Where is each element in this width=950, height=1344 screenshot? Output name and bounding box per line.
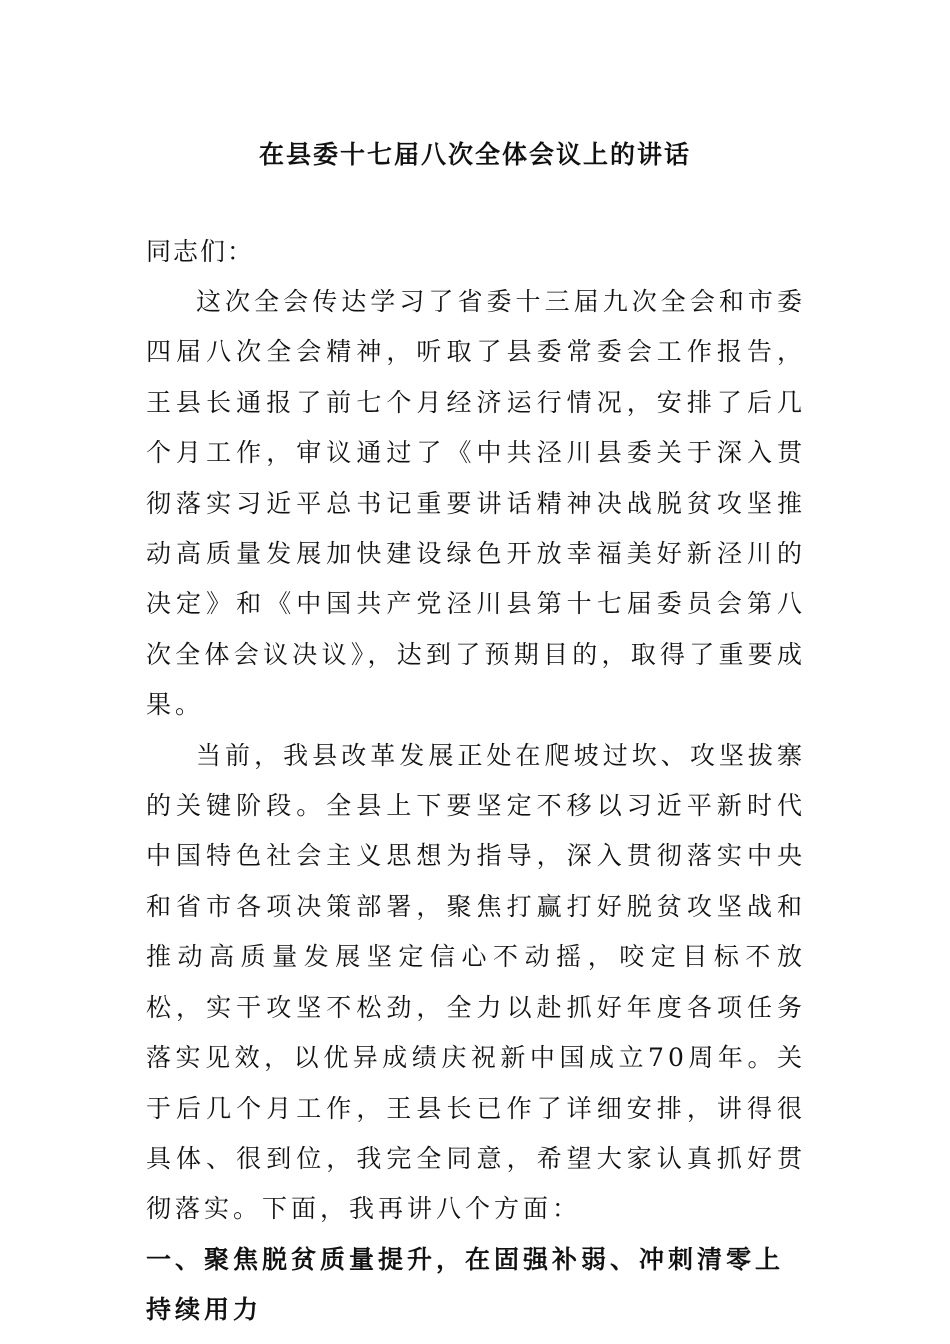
document-body — [146, 227, 806, 1335]
document-title: 在县委十七届八次全体会议上的讲话 — [258, 140, 691, 169]
section-heading-1: 一、聚焦脱贫质量提升，在固强补弱、冲刺清零上持续用力 — [146, 1244, 785, 1324]
paragraph-2: 当前，我县改革发展正处在爬坡过坎、攻坚拔寨的关键阶段。全县上下要坚定不移以习近平新时代中国特色社会主义思想为指导，深入贯彻落实中央和省市各项决策部署，聚焦打赢打好脱贫攻坚战和推动高质量发展坚定信心不动摇，咬定目标不放松，实干攻坚不松劲，全力以赴抓好年度各项任务落实见效，以优异成绩庆祝新中国成立70周年。关于后几个月工作，王县长已作了详细安排，讲得很具体、很到位，我完全同意，希望大家认真抓好贯彻落实。下面，我再讲八个方面： — [146, 740, 806, 1224]
salutation: 同志们： — [146, 237, 255, 266]
paragraph-1: 这次全会传达学习了省委十三届九次全会和市委四届八次全会精神，听取了县委常委会工作报告，王县长通报了前七个月经济运行情况，安排了后几个月工作，审议通过了《中共泾川县委关于深入贯彻落实习近平总书记重要讲话精神决战脱贫攻坚推动高质量发展加快建设绿色开放幸福美好新泾川的决定》和《中国共产党泾川县第十七届委员会第八次全体会议决议》，达到了预期目的，取得了重要成果。 — [146, 287, 806, 720]
